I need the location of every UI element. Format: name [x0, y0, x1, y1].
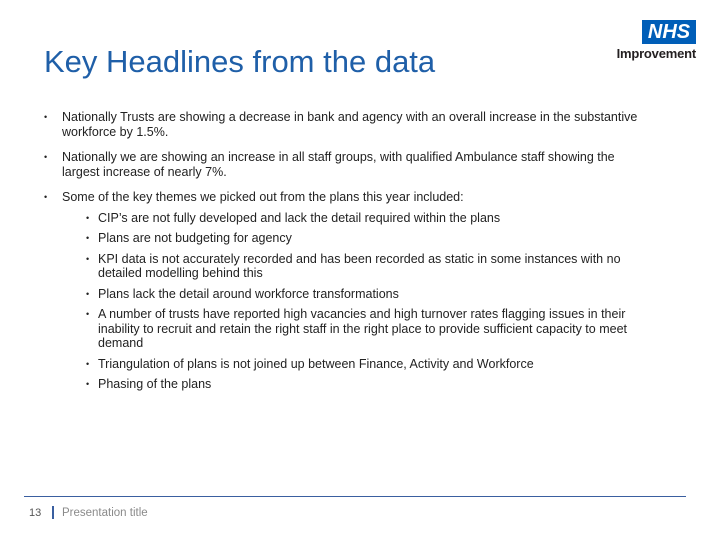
bullet-dot: •	[44, 112, 48, 122]
bullet-dot: •	[86, 288, 90, 299]
bullet-dot: •	[86, 379, 90, 389]
sub-bullet-text: KPI data is not accurately recorded and has been recorded as static in some instances with no detailed modelling behind this	[98, 251, 621, 280]
bullet-dot: •	[86, 253, 90, 264]
bullet-dot: •	[44, 192, 48, 202]
footer-rule	[24, 496, 686, 497]
bullet-text: Some of the key themes we picked out from the plans this year included:	[62, 190, 464, 204]
sub-bullet-item	[62, 287, 642, 302]
bullet-item	[42, 110, 642, 139]
bullet-dot: •	[86, 212, 90, 223]
footer-separator	[52, 506, 54, 519]
logo-wordmark: Improvement	[616, 46, 696, 61]
nhs-improvement-logo	[604, 20, 698, 66]
page-number: 13	[29, 507, 42, 519]
sub-bullet-text: Phasing of the plans	[98, 377, 212, 391]
footer-title: Presentation title	[62, 507, 148, 519]
sub-bullet-item	[62, 357, 642, 372]
sub-bullet-item	[62, 377, 642, 392]
sub-bullet-item	[62, 252, 642, 281]
sub-bullet-text: A number of trusts have reported high vacancies and high turnover rates flagging issues in their inability to recruit and retain the right staff in the right place to provide sufficient capacity to meet demand	[98, 307, 627, 350]
slide-title: Key Headlines from the data	[44, 44, 436, 79]
bullet-dot: •	[86, 309, 90, 319]
bullet-dot: •	[86, 358, 90, 369]
bullet-item	[42, 190, 642, 392]
sub-bullet-item	[62, 211, 642, 226]
bullet-text: Nationally Trusts are showing a decrease in bank and agency with an overall increase in the substantive workforce by 1.5%.	[62, 110, 638, 139]
sub-bullet-item	[62, 307, 642, 351]
bullet-list	[42, 110, 642, 403]
bullet-text: Nationally we are showing an increase in all staff groups, with qualified Ambulance staff showing the largest increase of nearly 7%.	[62, 150, 615, 179]
nhs-badge: NHS	[642, 20, 696, 44]
sub-bullet-text: Triangulation of plans is not joined up between Finance, Activity and Workforce	[98, 356, 534, 371]
bullet-dot: •	[86, 233, 90, 243]
sub-bullet-text: Plans lack the detail around workforce transformations	[98, 286, 399, 301]
bullet-item	[42, 150, 642, 179]
sub-bullet-text: Plans are not budgeting for agency	[98, 231, 292, 245]
sub-bullet-item	[62, 231, 642, 246]
sub-bullet-text: CIP’s are not fully developed and lack the detail required within the plans	[98, 210, 501, 225]
bullet-dot: •	[44, 152, 48, 162]
